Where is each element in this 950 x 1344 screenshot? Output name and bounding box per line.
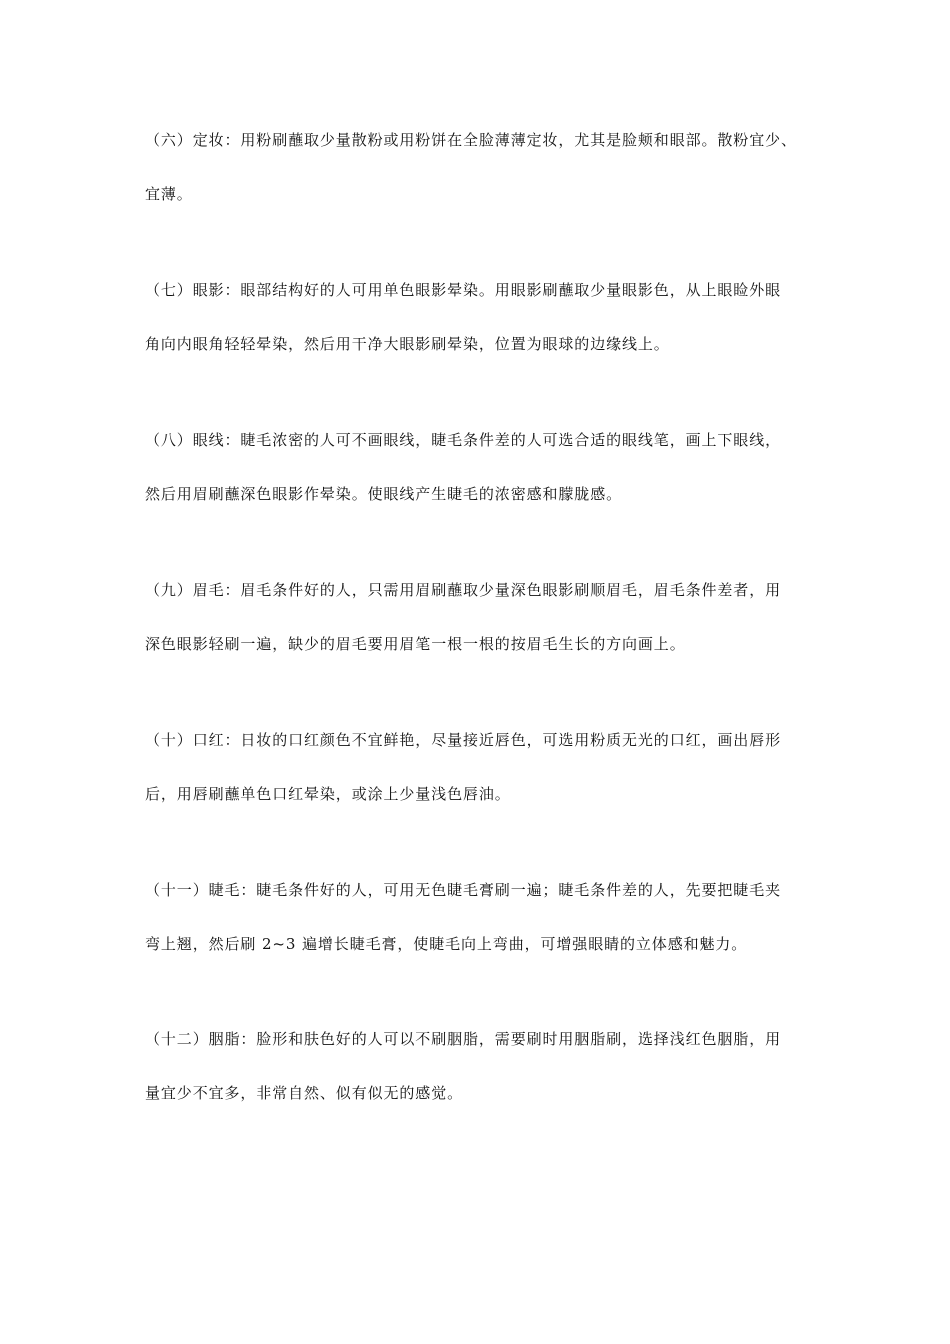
paragraph-line: 然后用眉刷蘸深色眼影作晕染。使眼线产生睫毛的浓密感和朦胧感。 [145, 485, 623, 503]
paragraph-line: （十一）睫毛：睫毛条件好的人，可用无色睫毛膏刷一遍；睫毛条件差的人，先要把睫毛夹 [145, 881, 782, 899]
section-lipstick [145, 730, 810, 804]
section-eyelashes [145, 880, 810, 954]
section-eyeshadow [145, 280, 810, 354]
paragraph-line: 角向内眼角轻轻晕染，然后用干净大眼影刷晕染，位置为眼球的边缘线上。 [145, 335, 670, 353]
paragraph-line: 深色眼影轻刷一遍，缺少的眉毛要用眉笔一根一根的按眉毛生长的方向画上。 [145, 635, 686, 653]
section-blush [145, 1029, 810, 1103]
paragraph-line: 弯上翘，然后刷 2~3 遍增长睫毛膏，使睫毛向上弯曲，可增强眼睛的立体感和魅力。 [145, 935, 748, 953]
paragraph-line: （六）定妆：用粉刷蘸取少量散粉或用粉饼在全脸薄薄定妆，尤其是脸颊和眼部。散粉宜少、 [145, 131, 797, 149]
paragraph-line: 量宜少不宜多，非常自然、似有似无的感觉。 [145, 1084, 464, 1102]
paragraph-line: 后，用唇刷蘸单色口红晕染，或涂上少量浅色唇油。 [145, 785, 511, 803]
paragraph-line: （九）眉毛：眉毛条件好的人，只需用眉刷蘸取少量深色眼影刷顺眉毛，眉毛条件差者，用 [145, 581, 782, 599]
section-eyeliner [145, 430, 810, 504]
paragraph-line: 宜薄。 [145, 185, 193, 203]
paragraph-line: （八）眼线：睫毛浓密的人可不画眼线，睫毛条件差的人可选合适的眼线笔，画上下眼线， [145, 431, 782, 449]
section-eyebrows [145, 580, 810, 654]
section-setting-makeup [145, 130, 810, 204]
paragraph-line: （七）眼影：眼部结构好的人可用单色眼影晕染。用眼影刷蘸取少量眼影色，从上眼睑外眼 [145, 281, 782, 299]
paragraph-line: （十）口红：日妆的口红颜色不宜鲜艳，尽量接近唇色，可选用粉质无光的口红，画出唇形 [145, 731, 782, 749]
paragraph-line: （十二）胭脂：脸形和肤色好的人可以不刷胭脂，需要刷时用胭脂刷，选择浅红色胭脂，用 [145, 1030, 782, 1048]
